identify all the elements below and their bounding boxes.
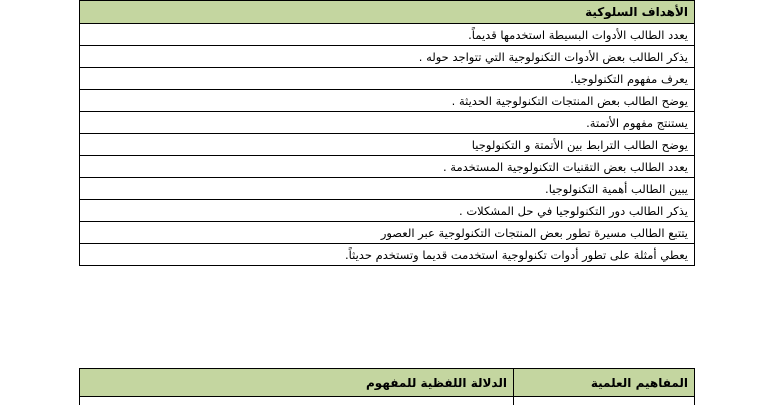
concept-column-header: المفاهيم العلمية bbox=[514, 369, 695, 397]
table-row bbox=[80, 222, 695, 244]
objective-item: يتتبع الطالب مسيرة تطور بعض المنتجات التكنولوجية عبر العصور bbox=[80, 222, 695, 244]
table-row bbox=[80, 156, 695, 178]
behavioral-objectives-table bbox=[79, 0, 695, 266]
table-row bbox=[80, 200, 695, 222]
meaning-cell bbox=[80, 397, 514, 405]
meaning-column-header: الدلالة اللفظية للمفهوم bbox=[80, 369, 514, 397]
objective-item: يستنتج مفهوم الأتمتة. bbox=[80, 112, 695, 134]
table-row bbox=[80, 397, 695, 405]
objective-item: يعدد الطالب بعض التقنيات التكنولوجية المستخدمة . bbox=[80, 156, 695, 178]
objective-item: يوضح الطالب بعض المنتجات التكنولوجية الحديثة . bbox=[80, 90, 695, 112]
table-row bbox=[80, 68, 695, 90]
objectives-header: الأهداف السلوكية bbox=[80, 1, 695, 24]
objective-item: يذكر الطالب بعض الأدوات التكنولوجية التي تتواجد حوله . bbox=[80, 46, 695, 68]
objective-item: يذكر الطالب دور التكنولوجيا في حل المشكلات . bbox=[80, 200, 695, 222]
table-row bbox=[80, 24, 695, 46]
table-row bbox=[80, 90, 695, 112]
table-row bbox=[80, 112, 695, 134]
objective-item: يبين الطالب أهمية التكنولوجيا. bbox=[80, 178, 695, 200]
objective-item: يعرف مفهوم التكنولوجيا. bbox=[80, 68, 695, 90]
objective-item: يوضح الطالب الترابط بين الأتمتة و التكنولوجيا bbox=[80, 134, 695, 156]
concept-cell bbox=[514, 397, 695, 405]
table-row bbox=[80, 134, 695, 156]
objective-item: يعطي أمثلة على تطور أدوات تكنولوجية استخدمت قديما وتستخدم حديثاً. bbox=[80, 244, 695, 266]
scientific-concepts-table bbox=[79, 368, 695, 405]
table-row bbox=[80, 178, 695, 200]
table-row bbox=[80, 46, 695, 68]
table-row bbox=[80, 244, 695, 266]
objective-item: يعدد الطالب الأدوات البسيطة استخدمها قديماً. bbox=[80, 24, 695, 46]
